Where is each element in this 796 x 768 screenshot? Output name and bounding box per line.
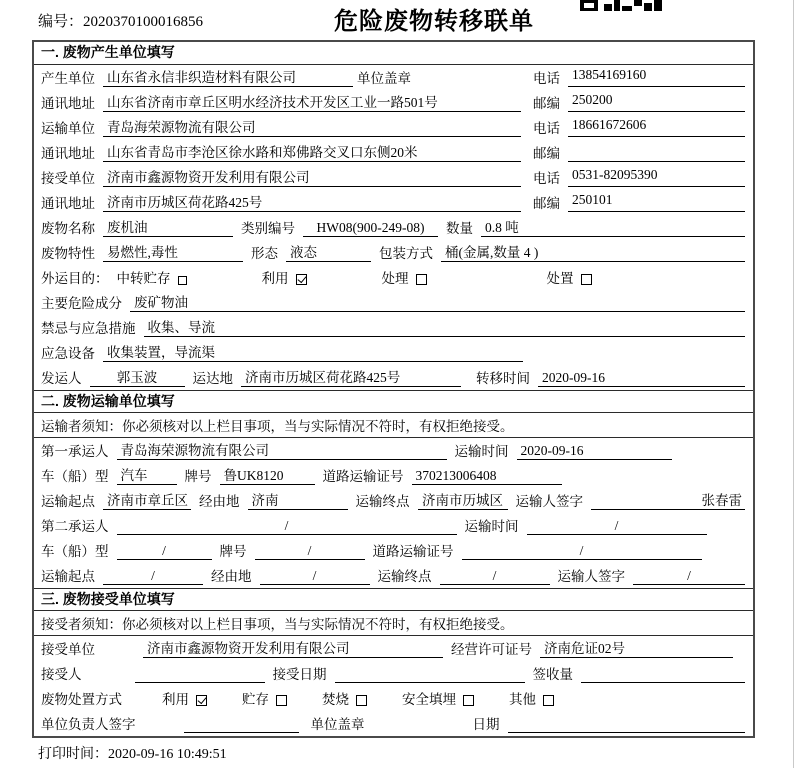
purpose-label: 外运目的：	[41, 271, 109, 286]
transport-zip-value	[568, 142, 745, 162]
waste-name-value: 废机油	[103, 216, 233, 237]
option-label: 处理	[381, 271, 409, 286]
waste-code-value: HW08(900-249-08)	[303, 220, 438, 237]
transporter-sign-value: 张春雷	[591, 489, 745, 510]
producer-phone-group	[533, 67, 745, 87]
receive-unit-value: 济南市鑫源物资开发利用有限公司	[103, 166, 521, 187]
transporter-sign-label: 运输人签字	[515, 494, 583, 509]
producer-phone-value: 13854169160	[568, 67, 745, 87]
hazard-value: 废矿物油	[130, 291, 745, 312]
vehicle-type-value: 汽车	[117, 464, 177, 485]
road-permit-value: /	[462, 543, 702, 560]
plate-label: 牌号	[184, 469, 212, 484]
checkbox-disposal-storage	[276, 695, 287, 706]
seal-date-value	[508, 716, 746, 733]
purpose-option-transfer-storage	[117, 267, 187, 287]
receipt-qty-value	[581, 666, 745, 683]
checkbox-disposal-use	[196, 695, 207, 706]
route-end-label: 运输终点	[377, 569, 432, 584]
second-carrier-label: 第二承运人	[41, 519, 109, 534]
transport-phone-value: 18661672606	[568, 117, 745, 137]
license-label: 经营许可证号	[451, 642, 532, 657]
first-carrier-value: 青岛海荣源物流有限公司	[117, 439, 447, 460]
transport-address-value: 山东省青岛市李沧区徐水路和郑佛路交叉口东侧20米	[103, 141, 521, 162]
transport-time-value: /	[527, 518, 707, 535]
vehicle-type-label: 车（船）型	[41, 469, 109, 484]
page-edge-line	[793, 0, 794, 768]
row-second-carrier	[34, 513, 753, 538]
row-acceptor	[34, 661, 753, 686]
destination-value: 济南市历城区荷花路425号	[241, 366, 461, 387]
checkbox-disposal-incinerate	[356, 695, 367, 706]
checkbox-transfer-storage	[178, 276, 187, 285]
disposal-option-incinerate	[322, 688, 367, 708]
vehicle-type-label: 车（船）型	[41, 544, 109, 559]
row-vehicle2	[34, 538, 753, 563]
checkbox-disposal-other	[543, 695, 554, 706]
waste-traits-value: 易燃性,毒性	[103, 241, 243, 262]
route-end-value: /	[440, 568, 550, 585]
accept-unit-label: 接受单位	[41, 642, 95, 657]
row-vehicle1	[34, 463, 753, 488]
receive-address-value: 济南市历城区荷花路425号	[103, 191, 521, 212]
dispatcher-value: 郭玉波	[90, 366, 185, 387]
page-title: 危险废物转移联单	[334, 8, 534, 35]
transporter-sign-value: /	[633, 568, 745, 585]
route-start-label: 运输起点	[41, 569, 95, 584]
disposal-option-use	[162, 688, 207, 708]
receive-zip-group	[533, 192, 745, 212]
option-label: 安全填埋	[402, 692, 456, 707]
row-dispatch	[34, 365, 753, 390]
checkbox-dispose	[581, 274, 592, 285]
row-receive-address	[34, 190, 753, 215]
checkbox-disposal-landfill	[463, 695, 474, 706]
row-transfer-purpose	[34, 265, 753, 290]
row-receive-unit	[34, 165, 753, 190]
acceptor-value	[135, 666, 265, 683]
zip-label: 邮编	[533, 146, 560, 161]
plate-value: 鲁UK8120	[220, 464, 315, 485]
checkbox-use	[296, 274, 307, 285]
road-permit-label: 道路运输证号	[322, 469, 404, 484]
receive-zip-value: 250101	[568, 192, 745, 212]
transport-time-value: 2020-09-16	[517, 443, 672, 460]
first-carrier-label: 第一承运人	[41, 444, 109, 459]
print-time-label: 打印时间：	[38, 747, 108, 762]
taboo-value: 收集、导流	[144, 316, 746, 337]
checkbox-treat	[416, 274, 427, 285]
disposal-option-storage	[242, 688, 287, 708]
option-label: 贮存	[242, 692, 269, 707]
route-via-label: 经由地	[199, 494, 240, 509]
row-transport-address	[34, 140, 753, 165]
waste-code-label: 类别编号	[241, 221, 295, 236]
waste-traits-label: 废物特性	[41, 246, 95, 261]
plate-value: /	[255, 543, 365, 560]
producer-address-value: 山东省济南市章丘区明水经济技术开发区工业一路501号	[103, 91, 521, 112]
dispatcher-label: 发运人	[41, 371, 82, 386]
row-emergency-equipment	[34, 340, 753, 365]
qr-code-fragment	[580, 0, 665, 11]
route-end-value: 济南市历城区	[418, 489, 508, 510]
disposal-label: 废物处置方式	[41, 692, 122, 707]
transporter-notice: 运输者须知：你必须核对以上栏目事项，当与实际情况不符时，有权拒绝接受。	[34, 413, 753, 438]
waste-name-label: 废物名称	[41, 221, 95, 236]
route-via-value: /	[260, 568, 370, 585]
section2-header: 二. 废物运输单位填写	[34, 390, 753, 413]
option-label: 处置	[546, 271, 574, 286]
option-label: 焚烧	[322, 692, 349, 707]
transfer-time-value: 2020-09-16	[538, 370, 745, 387]
road-permit-value: 370213006408	[412, 468, 562, 485]
transport-zip-group	[533, 142, 745, 162]
license-value: 济南危证02号	[540, 637, 733, 658]
route-end-label: 运输终点	[355, 494, 410, 509]
print-time-line	[38, 743, 227, 763]
receive-phone-value: 0531-82095390	[568, 167, 745, 187]
receipt-qty-label: 签收量	[532, 667, 573, 682]
option-label: 其他	[509, 692, 536, 707]
route-start-value: /	[103, 568, 203, 585]
accept-date-value	[335, 666, 525, 683]
transfer-time-label: 转移时间	[476, 371, 530, 386]
route-start-label: 运输起点	[41, 494, 95, 509]
row-route1	[34, 488, 753, 513]
route-start-value: 济南市章丘区	[103, 489, 191, 510]
equipment-label: 应急设备	[41, 346, 95, 361]
responsible-sign-value	[184, 716, 299, 733]
row-route2	[34, 563, 753, 588]
waste-qty-label: 数量	[446, 221, 473, 236]
accept-date-label: 接受日期	[272, 667, 327, 682]
zip-label: 邮编	[533, 96, 560, 111]
row-accept-unit	[34, 636, 753, 661]
option-label: 利用	[162, 692, 189, 707]
waste-qty-value: 0.8 吨	[481, 216, 745, 237]
row-waste-traits	[34, 240, 753, 265]
equipment-value: 收集装置，导流渠	[103, 341, 523, 362]
transport-unit-label: 运输单位	[41, 121, 95, 136]
road-permit-label: 道路运输证号	[372, 544, 454, 559]
producer-label: 产生单位	[41, 71, 95, 86]
section3-header: 三. 废物接受单位填写	[34, 588, 753, 611]
transport-phone-group	[533, 117, 745, 137]
acceptor-notice: 接受者须知：你必须核对以上栏目事项，当与实际情况不符时，有权拒绝接受。	[34, 611, 753, 636]
row-taboo-measures	[34, 315, 753, 340]
serial-label: 编号：	[38, 14, 84, 30]
purpose-option-treat	[382, 267, 427, 287]
receive-unit-label: 接受单位	[41, 171, 95, 186]
disposal-option-landfill	[402, 688, 474, 708]
taboo-label: 禁忌与应急措施	[41, 321, 136, 336]
acceptor-label: 接受人	[41, 667, 82, 682]
purpose-option-use	[262, 267, 307, 287]
unit-seal-label: 单位盖章	[310, 717, 365, 732]
phone-label: 电话	[533, 171, 560, 186]
seal-date-label: 日期	[472, 717, 500, 732]
address-label: 通讯地址	[41, 196, 95, 211]
phone-label: 电话	[533, 71, 560, 86]
row-producer-address	[34, 90, 753, 115]
row-waste-name	[34, 215, 753, 240]
purpose-option-dispose	[547, 267, 592, 287]
disposal-option-other	[509, 688, 554, 708]
address-label: 通讯地址	[41, 146, 95, 161]
option-label: 中转贮存	[116, 271, 171, 286]
hazard-label: 主要危险成分	[41, 296, 122, 311]
phone-label: 电话	[533, 121, 560, 136]
row-producer	[34, 65, 753, 90]
transport-time-label: 运输时间	[464, 519, 519, 534]
waste-form-label: 形态	[251, 246, 278, 261]
producer-value: 山东省永信非织造材料有限公司	[103, 66, 353, 87]
print-time-value: 2020-09-16 10:49:51	[108, 747, 227, 762]
producer-zip-value: 250200	[568, 92, 745, 112]
second-carrier-value: /	[117, 518, 457, 535]
option-label: 利用	[261, 271, 289, 286]
address-label: 通讯地址	[41, 96, 95, 111]
transport-unit-value: 青岛海荣源物流有限公司	[103, 116, 521, 137]
waste-form-value: 液态	[286, 241, 371, 262]
receive-phone-group	[533, 167, 745, 187]
packing-label: 包装方式	[379, 246, 433, 261]
row-responsible-sign	[34, 711, 753, 736]
route-via-value: 济南	[248, 489, 348, 510]
destination-label: 运达地	[192, 371, 233, 386]
section1-header: 一. 废物产生单位填写	[34, 42, 753, 65]
responsible-sign-label: 单位负责人签字	[41, 717, 136, 732]
transport-time-label: 运输时间	[454, 444, 509, 459]
plate-label: 牌号	[219, 544, 247, 559]
route-via-label: 经由地	[211, 569, 252, 584]
row-hazard-component	[34, 290, 753, 315]
packing-value: 桶(金属,数量 4 )	[441, 241, 745, 262]
serial-value: 2020370100016856	[83, 14, 204, 30]
producer-zip-group	[533, 92, 745, 112]
vehicle-type-value: /	[117, 543, 212, 560]
accept-unit-value: 济南市鑫源物资开发利用有限公司	[143, 637, 443, 658]
producer-seal-label: 单位盖章	[357, 71, 411, 86]
row-first-carrier	[34, 438, 753, 463]
row-transport-unit	[34, 115, 753, 140]
zip-label: 邮编	[533, 196, 560, 211]
row-disposal-method	[34, 686, 753, 711]
manifest-form	[32, 40, 755, 738]
transporter-sign-label: 运输人签字	[557, 569, 625, 584]
